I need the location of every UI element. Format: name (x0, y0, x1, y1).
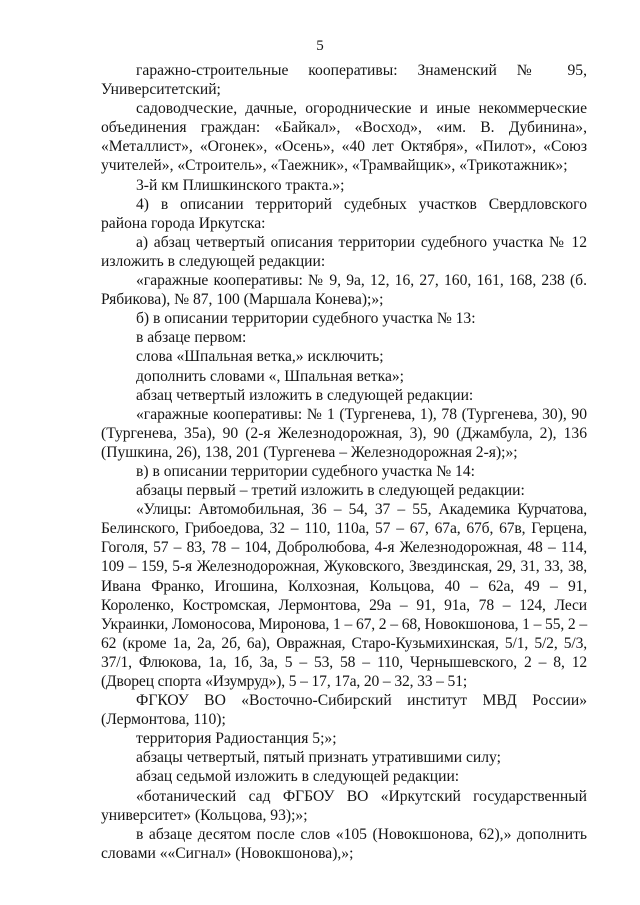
paragraph-subitem-a: а) абзац четвертый описания территории судебного участка № 12 изложить в следующей редакции: (101, 233, 587, 270)
paragraph-repeal-fourth-fifth: абзацы четвертый, пятый признать утратившими силу; (136, 749, 501, 767)
page-number: 5 (316, 38, 324, 54)
paragraph-fourth-paragraph-edit: абзац четвертый изложить в следующей редакции: (136, 386, 474, 404)
paragraph-streets-list: «Улицы: Автомобильная, 36 – 54, 37 – 55, Академика Курчатова, Белинского, Грибоедова, 32 – 110, 110а, 57 – 67, 67а, 67б, 67в, Герцена, Гоголя, 57 – 83, 78 – 104, Добролюбова, 4-я Железнодорожная, 48 – 114, 109 – 159, 5-я Железнодорожная, Жуковского, Звездинская, 29, 31, 33, 38, Ивана Франко, Игошина, Колхозная, Кольцова, 40 – 62а, 49 – 91, Короленко, Костромская, Лермонтова, 29а – 91, 91а, 78 – 124, Леси Украинки, Ломоносова, Миронова, 1 – 67, 2 – 68, Новокшонова, 1 – 55, 2 – 62 (кроме 1а, 2а, 2б, 6а), Овражная, Старо-Кузьмихинская, 5/1, 5/2, 5/3, 37/1, Флюкова, 1а, 1б, 3а, 5 – 53, 58 – 110, Чернышевского, 2 – 8, 12 (Дворец спорта «Изумруд»), 5 – 17, 17а, 20 – 32, 33 – 51; (101, 501, 587, 690)
paragraph-subitem-b: б) в описании территории судебного участка № 13: (136, 310, 476, 328)
paragraph-garage-cooperatives-continued: гаражно-строительные кооперативы: Знаменский № 95, Университетский; (101, 62, 587, 99)
paragraph-in-first-paragraph: в абзаце первом: (136, 329, 247, 347)
paragraph-exclude-words: слова «Шпальная ветка,» исключить; (136, 348, 384, 366)
paragraph-seventh-edit: абзац седьмой изложить в следующей редакции: (136, 768, 460, 786)
document-body (101, 61, 587, 863)
paragraph-mvd-institute: ФГКОУ ВО «Восточно-Сибирский институт МВД России» (Лермонтова, 110); (101, 692, 587, 729)
paragraph-garage-cooperatives-12: «гаражные кооперативы: № 9, 9а, 12, 16, 27, 160, 161, 168, 238 (б. Рябикова), № 87, 100 (Маршала Конева);»; (101, 272, 587, 309)
paragraph-subitem-v: в) в описании территории судебного участка № 14: (136, 462, 475, 480)
paragraph-gardening-associations: садоводческие, дачные, огороднические и иные некоммерческие объединения граждан: «Байкал», «Восход», «им. В. Дубинина», «Металлист», «Огонек», «Осень», «40 лет Октября», «Пилот», «Союз учителей», «Строитель», «Таежник», «Трамвайщик», «Трикотажник»; (101, 100, 587, 175)
paragraph-garage-cooperatives-13: «гаражные кооперативы: № 1 (Тургенева, 1), 78 (Тургенева, 30), 90 (Тургенева, 35а), 90 (2-я Железнодорожная, 3), 90 (Джамбула, 2), 136 (Пушкина, 26), 138, 201 (Тургенева – Железнодорожная 2-я);»; (101, 405, 587, 461)
paragraph-radio-station: территория Радиостанция 5;»; (136, 730, 337, 748)
paragraph-add-words: дополнить словами «, Шпальная ветка»; (136, 367, 405, 385)
paragraph-plishkinsky-tract: 3-й км Плишкинского тракта.»; (136, 176, 345, 194)
paragraph-item-4-sverdlovsky-district: 4) в описании территорий судебных участков Свердловского района города Иркутска: (101, 195, 587, 232)
paragraph-tenth-addition: в абзаце десятом после слов «105 (Новокшонова, 62),» дополнить словами ««Сигнал» (Новокшонова),»; (101, 825, 587, 862)
paragraph-first-third-edit: абзацы первый – третий изложить в следующей редакции: (136, 482, 525, 500)
paragraph-botanical-garden: «ботанический сад ФГБОУ ВО «Иркутский государственный университет» (Кольцова, 93);»; (101, 787, 587, 824)
